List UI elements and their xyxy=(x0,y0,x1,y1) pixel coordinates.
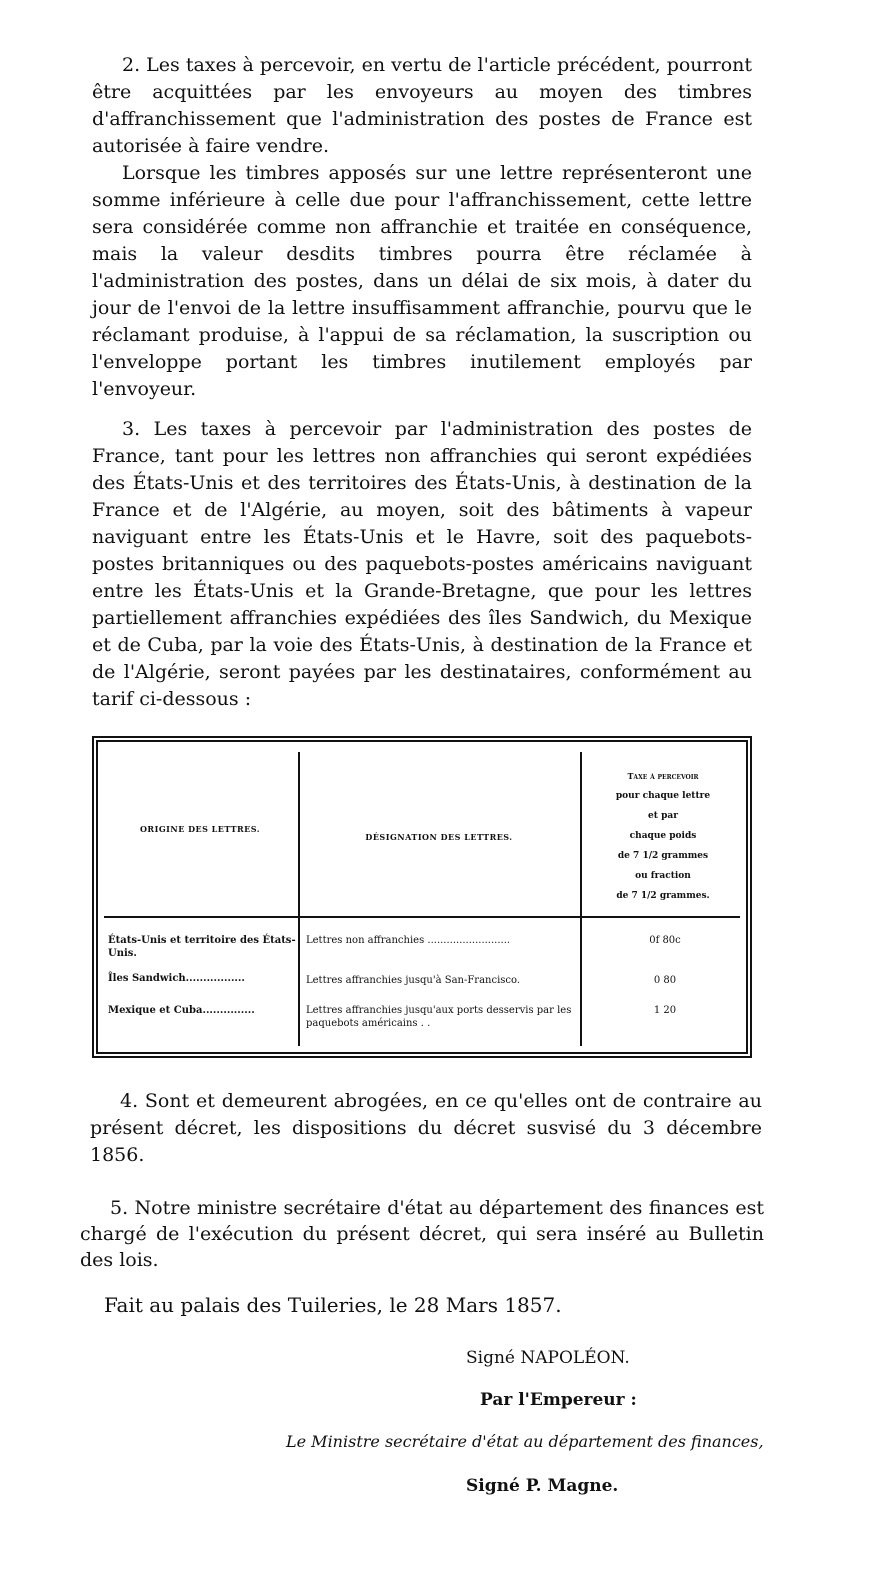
header-designation: DÉSIGNATION DES LETTRES. xyxy=(365,832,513,842)
article-5-paragraph: 5. Notre ministre secrétaire d'état au département des finances est chargé de l'exécution du présent décret, qui sera inséré au Bulletin des lois. xyxy=(80,1197,764,1271)
table-cell-rate: 1 20 xyxy=(653,1005,677,1016)
header-tax-line: de 7 1/2 grammes. xyxy=(616,891,710,901)
header-tax-line: pour chaque lettre xyxy=(615,791,711,801)
table-cell-origin: Îles Sandwich................. xyxy=(108,973,245,984)
header-tax-line: Taxe à percevoir xyxy=(627,771,699,781)
signature-magne: Signé P. Magne. xyxy=(466,1476,619,1496)
table-cell-designation: Lettres affranchies jusqu'aux ports desservis par les paquebots américains . . xyxy=(306,1005,572,1029)
table-cell-rate: 0f 80c xyxy=(649,935,681,946)
article-4-paragraph: 4. Sont et demeurent abrogées, en ce qu'elles ont de contraire au présent décret, les dispositions du décret susvisé du 3 décembre 1856. xyxy=(90,1090,762,1166)
table-header-rule xyxy=(104,916,740,918)
table-cell-rate: 0 80 xyxy=(653,975,677,986)
article-2-second-paragraph: Lorsque les timbres apposés sur une lettre représenteront une somme inférieure à celle due pour l'affranchissement, cette lettre sera considérée comme non affranchie et traitée en conséquence, mais la valeur desdits timbres pourra être réclamée à l'administration des postes, dans un délai de six mois, à dater du jour de l'envoi de la lettre insuffisamment affranchie, pourvu que le réclamant produise, à l'appui de sa réclamation, la suscription ou l'enveloppe portant les timbres inutilement employés par l'envoyeur. xyxy=(92,162,752,400)
table-cell-designation: Lettres affranchies jusqu'à San-Francisco. xyxy=(306,975,521,986)
header-tax-line: chaque poids xyxy=(629,831,697,841)
table-cell-origin: Mexique et Cuba............... xyxy=(108,1005,255,1016)
header-tax xyxy=(586,766,740,906)
header-tax-line: de 7 1/2 grammes xyxy=(617,851,709,861)
table-cell-designation: Lettres non affranchies .......................... xyxy=(306,935,511,946)
header-tax-line: et par xyxy=(648,811,678,821)
signature-minister-title: Le Ministre secrétaire d'état au département des finances, xyxy=(286,1432,764,1451)
signature-napoleon: Signé NAPOLÉON. xyxy=(466,1348,630,1368)
header-origin: ORIGINE DES LETTRES. xyxy=(139,824,261,834)
header-tax-line: ou fraction xyxy=(635,871,691,881)
table-divider xyxy=(298,752,300,1046)
article-2-paragraph: 2. Les taxes à percevoir, en vertu de l'article précédent, pourront être acquittées par les envoyeurs au moyen des timbres d'affranchissement que l'administration des postes de France est autorisée à faire vendre. xyxy=(92,54,753,157)
table-divider xyxy=(580,752,582,1046)
table-cell-origin: États-Unis et territoire des États-Unis. xyxy=(108,935,296,959)
signature-by-emperor: Par l'Empereur : xyxy=(480,1390,637,1410)
closing-line: Fait au palais des Tuileries, le 28 Mars 1857. xyxy=(104,1293,562,1317)
article-3-paragraph: 3. Les taxes à percevoir par l'administration des postes de France, tant pour les lettres non affranchies qui seront expédiées des États-Unis et des territoires des États-Unis, à destination de la France et de l'Algérie, au moyen, soit des bâtiments à vapeur naviguant entre les États-Unis et le Havre, soit des paquebots-postes britanniques ou des paquebots-postes américains naviguant entre les États-Unis et la Grande-Bretagne, que pour les lettres partiellement affranchies expédiées des îles Sandwich, du Mexique et de Cuba, par la voie des États-Unis, à destination de la France et de l'Algérie, seront payées par les destinataires, conformément au tarif ci-dessous : xyxy=(92,418,752,710)
tariff-table xyxy=(92,736,752,1058)
